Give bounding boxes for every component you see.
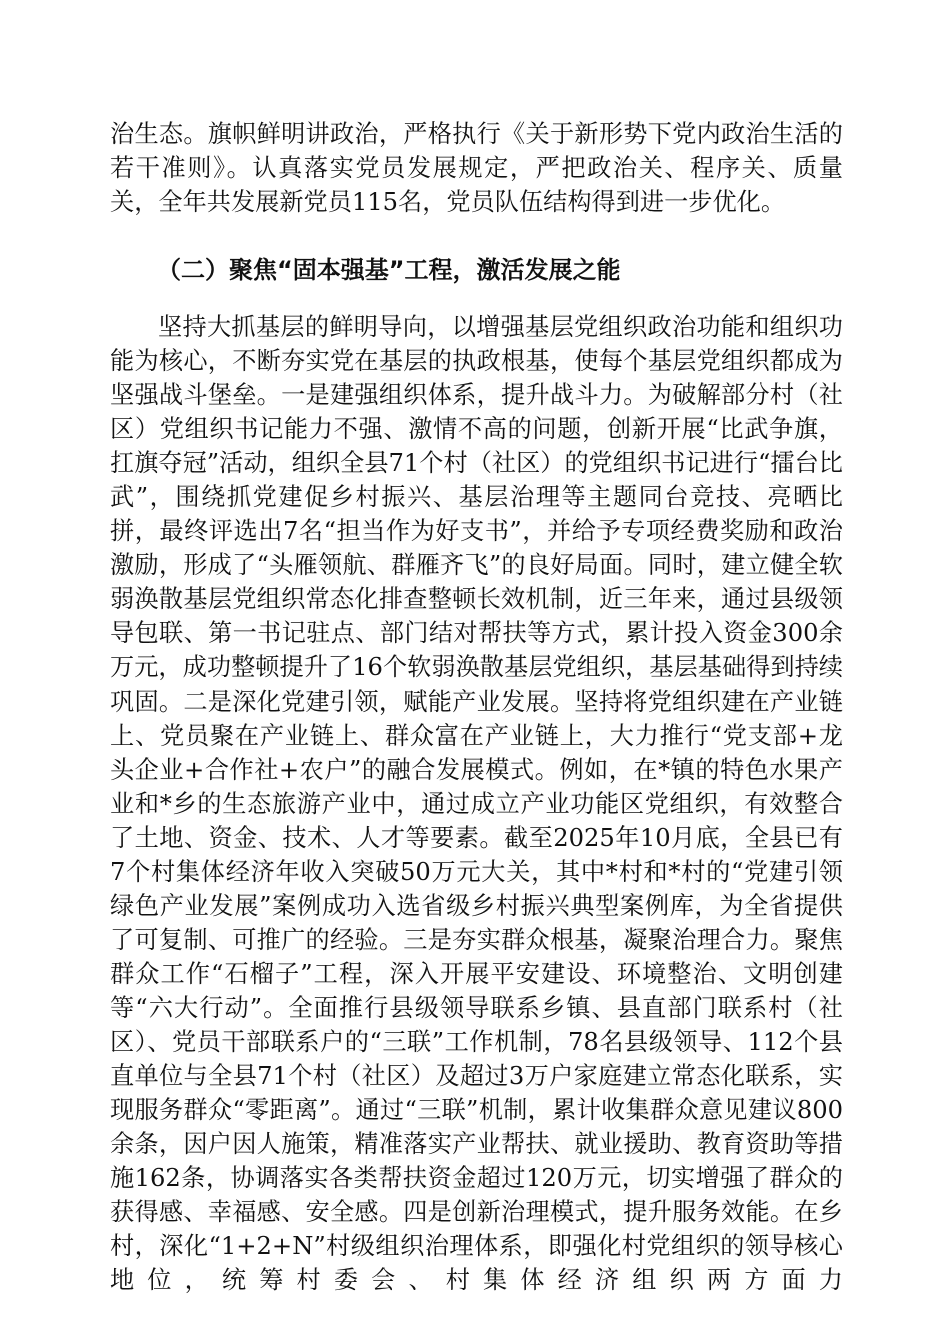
section-heading: （二）聚焦“固本强基”工程，激活发展之能 xyxy=(157,256,621,284)
paragraph-continued: 治生态。旗帜鲜明讲政治，严格执行《关于新形势下党内政治生活的若干准则》。认真落实党员发展规定，严把政治关、程序关、质量关，全年共发展新党员115名，党员队伍结构得到进一步优化。 xyxy=(110,120,843,217)
paragraph-main: 坚持大抓基层的鲜明导向，以增强基层党组织政治功能和组织功能为核心，不断夯实党在基层的执政根基，使每个基层党组织都成为坚强战斗堡垒。一是建强组织体系，提升战斗力。为破解部分村（社区）党组织书记能力不强、激情不高的问题，创新开展“比武争旗，扛旗夺冠”活动，组织全县71个村（社区）的党组织书记进行“擂台比武”，围绕抓党建促乡村振兴、基层治理等主题同台竞技、亮晒比拼，最终评选出7名“担当作为好支书”，并给予专项经费奖励和政治激励，形成了“头雁领航、群雁齐飞”的良好局面。同时，建立健全软弱涣散基层党组织常态化排查整顿长效机制，近三年来，通过县级领导包联、第一书记驻点、部门结对帮扶等方式，累计投入资金300余万元，成功整顿提升了16个软弱涣散基层党组织，基层基础得到持续巩固。二是深化党建引领，赋能产业发展。坚持将党组织建在产业链上、党员聚在产业链上、群众富在产业链上，大力推行“党支部+龙头企业+合作社+农户”的融合发展模式。例如，在*镇的特色水果产业和*乡的生态旅游产业中，通过成立产业功能区党组织，有效整合了土地、资金、技术、人才等要素。截至2025年10月底，全县已有7个村集体经济年收入突破50万元大关，其中*村和*村的“党建引领绿色产业发展”案例成功入选省级乡村振兴典型案例库，为全省提供了可复制、可推广的经验。三是夯实群众根基，凝聚治理合力。聚焦群众工作“石榴子”工程，深入开展平安建设、环境整治、文明创建等“六大行动”。全面推行县级领导联系乡镇、县直部门联系村（社区）、党员干部联系户的“三联”工作机制，78名县级领导、112个县直单位与全县71个村（社区）及超过3万户家庭建立常态化联系，实现服务群众“零距离”。通过“三联”机制，累计收集群众意见建议800余条，因户因人施策，精准落实产业帮扶、就业援助、教育资助等措施162条，协调落实各类帮扶资金超过120万元，切实增强了群众的获得感、幸福感、安全感。四是创新治理模式，提升服务效能。在乡村，深化“1+2+N”村级组织治理体系，即强化村党组织的领导核心地位，统筹村委会、村集体经济组织两方面力 xyxy=(110,313,843,1295)
